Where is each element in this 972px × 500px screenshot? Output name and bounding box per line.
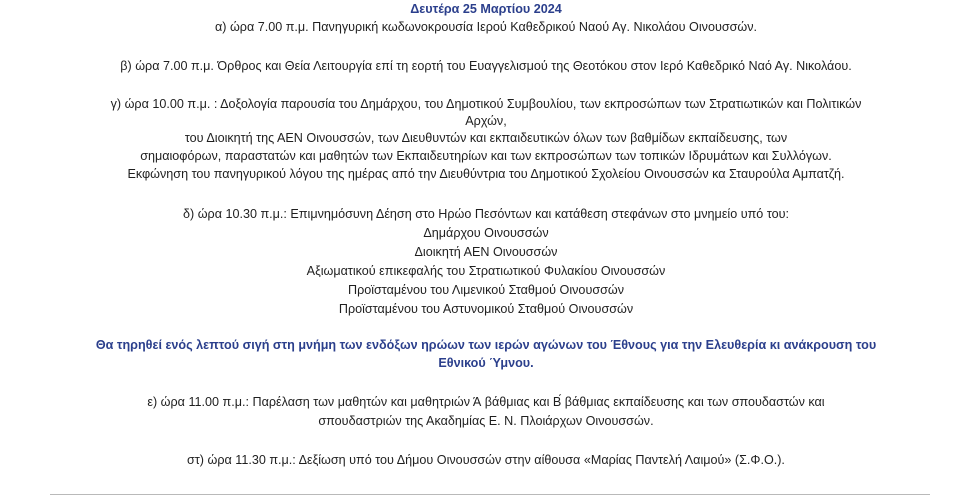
bottom-divider [50,494,930,495]
event-b: β) ώρα 7.00 π.μ. Όρθρος και Θεία Λειτουργία επί τη εορτή του Ευαγγελισμού της Θεοτόκου στον Ιερό Καθεδρικό Ναό Αγ. Νικολάου. [120,59,852,73]
event-c-line-2: Αρχών, [465,114,507,128]
event-c-line-4: σημαιοφόρων, παραστατών και μαθητών των Εκπαιδευτηρίων και των εκπροσώπων των τοπικών Ιδρυμάτων και Συλλόγων. [140,149,832,163]
date-heading: Δευτέρα 25 Μαρτίου 2024 [410,2,562,16]
event-c-line-1: γ) ώρα 10.00 π.μ. : Δοξολογία παρουσία του Δημάρχου, του Δημοτικού Συμβουλίου, των εκπροσώπων των Στρατιωτικών και Πολιτικών [110,97,862,111]
event-d-line-1: δ) ώρα 10.30 π.μ.: Επιμνημόσυνη Δέηση στο Ηρώο Πεσόντων και κατάθεση στεφάνων στο μνημείο υπό του: [183,207,789,221]
event-f: στ) ώρα 11.30 π.μ.: Δεξίωση υπό του Δήμου Οινουσσών στην αίθουσα «Μαρίας Παντελή Λαιμού» (Σ.Φ.Ο.). [187,453,785,467]
event-c-line-3: του Διοικητή της ΑΕΝ Οινουσσών, των Διευθυντών και εκπαιδευτικών όλων των βαθμίδων εκπαίδευσης, των [184,131,788,145]
event-d-line-5: Προϊσταμένου του Λιμενικού Σταθμού Οινουσσών [347,283,625,297]
silence-note-line-2: Εθνικού Ύμνου. [438,356,534,370]
event-d-line-6: Προϊσταμένου του Αστυνομικού Σταθμού Οινουσσών [338,302,634,316]
event-c-line-5: Εκφώνηση του πανηγυρικού λόγου της ημέρας από την Διευθύντρια του Δημοτικού Σχολείου Οινουσσών κα Σταυρούλα Αμπατζή. [127,167,845,181]
event-e-line-1: ε) ώρα 11.00 π.μ.: Παρέλαση των μαθητών και μαθητριών Ά βάθμιας και Β́ βάθμιας εκπαίδευσης και των σπουδαστών και [147,395,825,409]
silence-note-line-1: Θα τηρηθεί ενός λεπτού σιγή στη μνήμη των ενδόξων ηρώων των ιερών αγώνων του Έθνους για την Ελευθερία κι ανάκρουση του [95,338,877,352]
event-d-line-4: Αξιωματικού επικεφαλής του Στρατιωτικού Φυλακίου Οινουσσών [306,264,666,278]
event-e-line-2: σπουδαστριών της Ακαδημίας Ε. Ν. Πλοιάρχων Οινουσσών. [318,414,654,428]
event-a: α) ώρα 7.00 π.μ. Πανηγυρική κωδωνοκρουσία Ιερού Καθεδρικού Ναού Αγ. Νικολάου Οινουσσών. [214,20,758,34]
event-d-line-2: Δημάρχου Οινουσσών [423,226,549,240]
event-d-line-3: Διοικητή ΑΕΝ Οινουσσών [414,245,558,259]
